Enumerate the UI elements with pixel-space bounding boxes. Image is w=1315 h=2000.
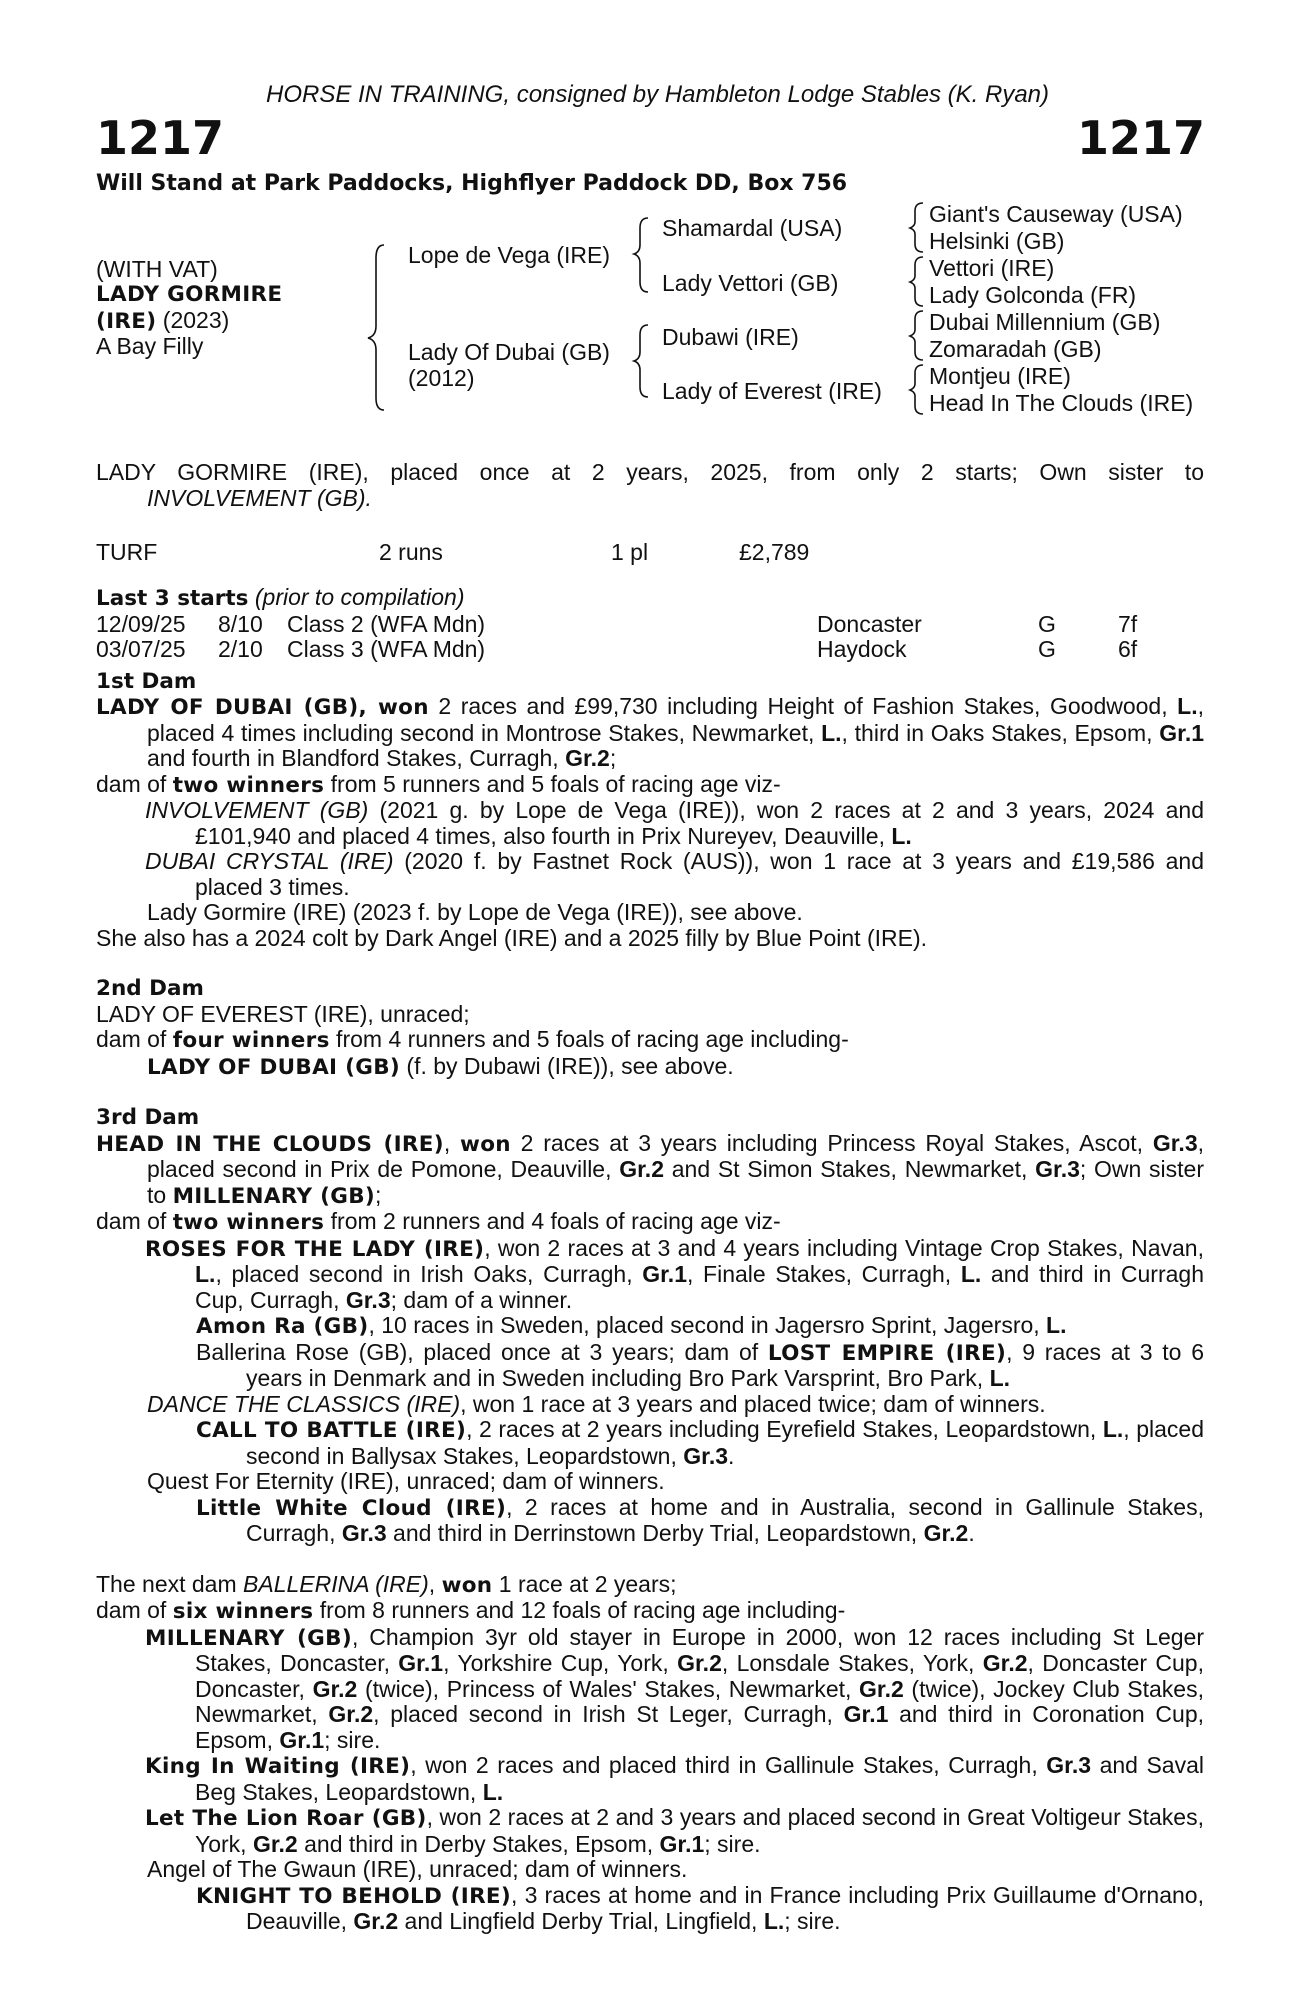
pedigree-g3-6: Zomaradah (GB) [929, 336, 1102, 362]
horse-description: A Bay Filly [96, 333, 204, 359]
produce-dance-the-classics: DANCE THE CLASSICS (IRE), won 1 race at 3 years and placed twice; dam of winners. [147, 1390, 1046, 1417]
summary-line: LADY GORMIRE (IRE), placed once at 2 years, 2025, from only 2 starts; Own sister to [96, 459, 1204, 485]
start-class: Class 3 (WFA Mdn) [287, 636, 486, 662]
start-date: 03/07/25 [96, 636, 186, 662]
consignment-header: HORSE IN TRAINING, consigned by Hambleton Lodge Stables (K. Ryan) [266, 81, 1049, 108]
record-earnings: £2,789 [739, 539, 810, 565]
first-dam-heading: 1st Dam [96, 668, 197, 694]
horse-origin-year: (IRE) (2023) [96, 307, 230, 334]
pedigree-g3-1: Giant's Causeway (USA) [929, 201, 1183, 227]
second-dam-produce-1: LADY OF DUBAI (GB) (f. by Dubawi (IRE)), see above. [147, 1052, 734, 1080]
produce-king-in-waiting: King In Waiting (IRE), won 2 races and placed third in Gallinule Stakes, Curragh, Gr.3 and Saval Beg Stakes, Leopardstown, L. [145, 1752, 1205, 1805]
horse-name: LADY GORMIRE [96, 282, 283, 307]
produce-let-the-lion-roar: Let The Lion Roar (GB), won 2 races at 2 and 3 years and placed second in Great Voltigeur Stakes, York, Gr.2 and third in Derby Stakes, Epsom, Gr.1; sire. [145, 1804, 1204, 1857]
start-going: G [1038, 610, 1056, 637]
produce-call-to-battle: CALL TO BATTLE (IRE), 2 races at 2 years including Eyrefield Stakes, Leopardstown, L., placed second in Ballysax Stakes, Leopardstown, Gr.3. [196, 1416, 1204, 1469]
start-row [96, 612, 1204, 638]
last-starts-heading: Last 3 starts (prior to compilation) [96, 584, 465, 611]
pedigree-g3-5: Dubai Millennium (GB) [929, 309, 1161, 335]
start-going: G [1038, 636, 1056, 662]
produce-amon-ra: Amon Ra (GB), 10 races in Sweden, placed second in Jagersro Sprint, Jagersro, L. [196, 1312, 1067, 1339]
next-dam-record: The next dam BALLERINA (IRE), won 1 race at 2 years; [96, 1570, 677, 1598]
pedigree-dam-year: (2012) [408, 365, 475, 391]
produce-younger: She also has a 2024 colt by Dark Angel (IRE) and a 2025 filly by Blue Point (IRE). [96, 924, 927, 951]
start-date: 12/09/25 [96, 610, 186, 637]
produce-involvement: INVOLVEMENT (GB) (2021 g. by Lope de Vega (IRE)), won 2 races at 2 and 3 years, 2024 and £101,940 and placed 4 times, also fourth in Prix Nureyev, Deauville, L. [145, 797, 1205, 849]
summary-line-2: INVOLVEMENT (GB). [147, 484, 372, 511]
pedigree-sire-dam: Lady Vettori (GB) [662, 270, 839, 296]
lot-number-left: 1217 [96, 111, 225, 165]
start-class: Class 2 (WFA Mdn) [287, 610, 486, 637]
last-starts-table [96, 612, 1204, 663]
third-dam-record: HEAD IN THE CLOUDS (IRE), won 2 races at 3 years including Princess Royal Stakes, Ascot, Gr.3, placed second in Prix de Pomone, Deauville, Gr.2 and St Simon Stakes, Newmarket, Gr.3; Own sister to MILLENARY (GB); [96, 1129, 1205, 1209]
record-surface: TURF [96, 539, 158, 565]
first-dam-produce-summary: dam of two winners from 5 runners and 5 foals of racing age viz- [96, 770, 781, 798]
start-distance: 6f [1118, 636, 1138, 662]
pedigree-sire: Lope de Vega (IRE) [408, 242, 611, 268]
pedigree-sire-sire: Shamardal (USA) [662, 215, 843, 241]
produce-roses-for-the-lady: ROSES FOR THE LADY (IRE), won 2 races at 3 and 4 years including Vintage Crop Stakes, Navan, L., placed second in Irish Oaks, Curragh, Gr.1, Finale Stakes, Curragh, L. and third in Curragh Cup, Curragh, Gr.3; dam of a winner. [145, 1234, 1204, 1313]
lot-number-right: 1217 [1076, 111, 1205, 165]
start-distance: 7f [1118, 610, 1138, 637]
first-dam-record: LADY OF DUBAI (GB), won 2 races and £99,730 including Height of Fashion Stakes, Goodwood, L., placed 4 times including second in Montrose Stakes, Newmarket, L., third in Oaks Stakes, Epsom, Gr.1 and fourth in Blandford Stakes, Curragh, Gr.2; [96, 693, 1205, 771]
pedigree-g3-7: Montjeu (IRE) [929, 363, 1071, 389]
produce-knight-to-behold: KNIGHT TO BEHOLD (IRE), 3 races at home and in France including Prix Guillaume d'Ornano, Deauville, Gr.2 and Lingfield Derby Trial, Lingfield, L.; sire. [196, 1881, 1204, 1934]
start-position: 2/10 [218, 636, 263, 662]
produce-angel-of-the-gwaun: Angel of The Gwaun (IRE), unraced; dam of winners. [147, 1856, 688, 1882]
record-placed: 1 pl [611, 539, 649, 565]
pedigree-dam-sire: Dubawi (IRE) [662, 324, 799, 350]
pedigree-g3-8: Head In The Clouds (IRE) [929, 390, 1194, 416]
produce-lady-gormire: Lady Gormire (IRE) (2023 f. by Lope de Vega (IRE)), see above. [147, 899, 803, 925]
vat-label: (WITH VAT) [96, 256, 218, 282]
catalogue-body [96, 460, 1204, 1935]
produce-ballerina-rose: Ballerina Rose (GB), placed once at 3 years; dam of LOST EMPIRE (IRE), 9 races at 3 to 6 years in Denmark and in Sweden including Bro Park Varsprint, Bro Park, L. [196, 1338, 1205, 1391]
record-runs: 2 runs [379, 539, 443, 565]
pedigree-g3-4: Lady Golconda (FR) [929, 282, 1137, 308]
pedigree-g3-2: Helsinki (GB) [929, 228, 1065, 254]
pedigree-g3-3: Vettori (IRE) [929, 255, 1055, 281]
start-course: Haydock [817, 636, 907, 662]
second-dam-produce-summary: dam of four winners from 4 runners and 5 foals of racing age including- [96, 1026, 849, 1053]
pedigree-dam-dam: Lady of Everest (IRE) [662, 378, 882, 404]
third-dam-produce-summary: dam of two winners from 2 runners and 4 foals of racing age viz- [96, 1208, 781, 1235]
start-course: Doncaster [817, 610, 922, 637]
produce-dubai-crystal: DUBAI CRYSTAL (IRE) (2020 f. by Fastnet Rock (AUS)), won 1 race at 3 years and £19,586 and placed 3 times. [145, 848, 1204, 900]
location-line: Will Stand at Park Paddocks, Highflyer Paddock DD, Box 756 [96, 171, 848, 196]
race-record [96, 540, 1204, 566]
produce-quest-for-eternity: Quest For Eternity (IRE), unraced; dam of winners. [147, 1468, 665, 1494]
produce-millenary: MILLENARY (GB), Champion 3yr old stayer in Europe in 2000, won 12 races including St Leger Stakes, Doncaster, Gr.1, Yorkshire Cup, York, Gr.2, Lonsdale Stakes, York, Gr.2, Doncaster Cup, Doncaster, Gr.2 (twice), Princess of Wales' Stakes, Newmarket, Gr.2 (twice), Jockey Club Stakes, Newmarket, Gr.2, placed second in Irish St Leger, Curragh, Gr.1 and third in Coronation Cup, Epsom, Gr.1; sire. [145, 1623, 1205, 1753]
produce-little-white-cloud: Little White Cloud (IRE), 2 races at home and in Australia, second in Gallinule Stakes, Curragh, Gr.3 and third in Derrinstown Derby Trial, Leopardstown, Gr.2. [196, 1493, 1204, 1546]
next-dam-produce-summary: dam of six winners from 8 runners and 12 foals of racing age including- [96, 1597, 846, 1624]
start-position: 8/10 [218, 610, 263, 637]
second-dam-heading: 2nd Dam [96, 976, 204, 1001]
start-row [96, 637, 1204, 663]
second-dam-record: LADY OF EVEREST (IRE), unraced; [96, 1000, 470, 1027]
third-dam-heading: 3rd Dam [96, 1105, 200, 1130]
pedigree-dam: Lady Of Dubai (GB) [408, 339, 610, 365]
